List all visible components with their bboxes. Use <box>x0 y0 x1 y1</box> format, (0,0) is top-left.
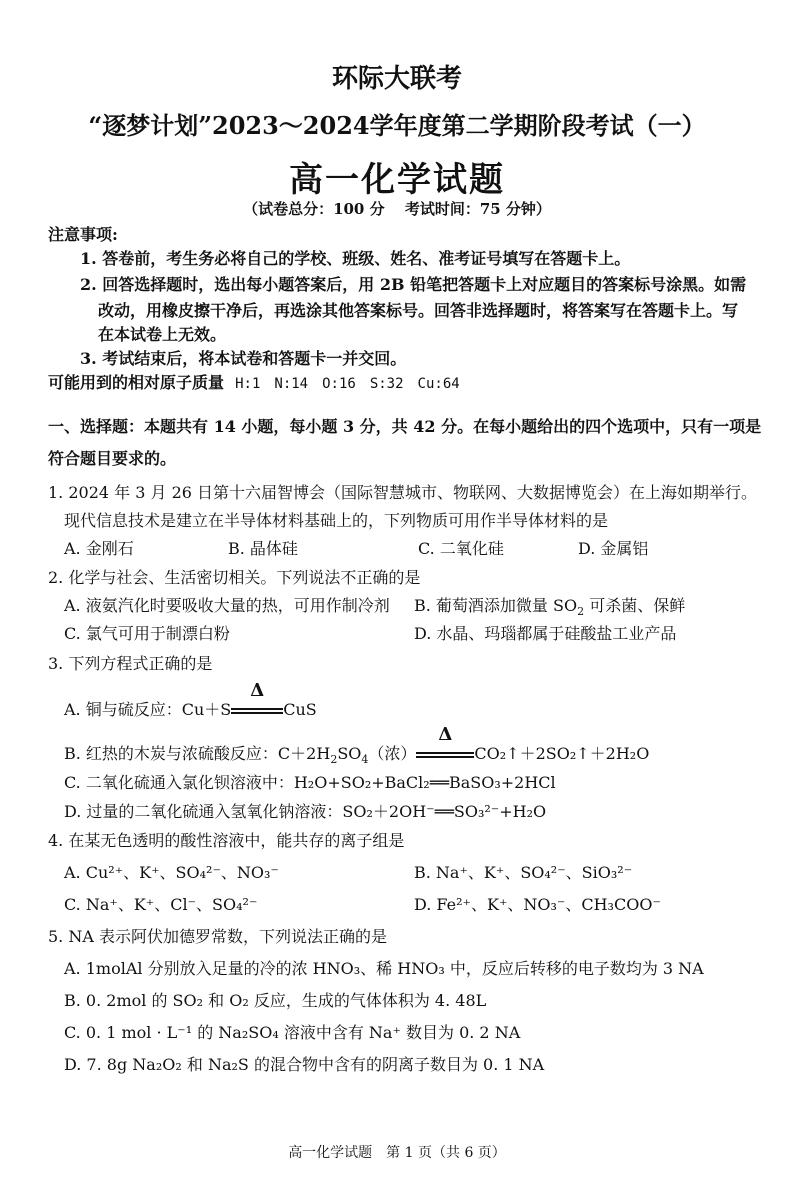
q2-option-b: B. 葡萄酒添加微量 $SO_2$ 可杀菌、保鲜 <box>414 596 686 619</box>
q2-stem: 2. 化学与社会、生活密切相关。下列说法不正确的是 <box>48 568 421 587</box>
page-title: 高一化学试题 <box>289 160 505 200</box>
q2-option-a: A. 液氨汽化时要吸收大量的热，可用作制冷剂 <box>64 596 390 615</box>
exam-name: “逐梦计划”2023～2024学年度第二学期阶段考试（一） <box>88 111 706 140</box>
q3-option-d: D. 过量的二氧化硫通入氢氧化钠溶液：SO₂＋2OH⁻══SO₃²⁻+H₂O <box>64 802 547 821</box>
notice-item-2-end: 在本试卷上无效。 <box>98 325 227 344</box>
heating-arrow <box>416 724 474 763</box>
q4-option-d: D. Fe²⁺、K⁺、NO₃⁻、CH₃COO⁻ <box>414 895 661 914</box>
exam-info: （试卷总分：100 分 考试时间：75 分钟） <box>243 200 551 218</box>
section-1-heading: 一、选择题：本题共有 14 小题，每小题 3 分，共 42 分。在每小题给出的四个选项中，只有一项是 <box>48 417 762 436</box>
notice-item-3: 3. 考试结束后，将本试卷和答题卡一并交回。 <box>80 349 407 368</box>
q2-option-c: C. 氯气可用于制漂白粉 <box>64 624 230 643</box>
q5-stem: 5. NA 表示阿伏加德罗常数，下列说法正确的是 <box>48 927 387 946</box>
exam-organizer: 环际大联考 <box>331 64 462 94</box>
q4-option-a: A. Cu²⁺、K⁺、SO₄²⁻、NO₃⁻ <box>64 863 279 882</box>
q3-stem: 3. 下列方程式正确的是 <box>48 654 213 673</box>
q1-stem-cont: 现代信息技术是建立在半导体材料基础上的，下列物质可用作半导体材料的是 <box>64 511 609 530</box>
notice-heading: 注意事项: <box>48 225 118 244</box>
q5-option-c: C. 0. 1 mol · L⁻¹ 的 Na₂SO₄ 溶液中含有 Na⁺ 数目为 0. 2 NA <box>64 1023 521 1042</box>
section-1-heading-cont: 符合题目要求的。 <box>48 449 177 468</box>
page-footer: 高一化学试题 第 1 页（共 6 页） <box>288 1145 506 1161</box>
notice-item-1: 1. 答卷前，考生务必将自己的学校、班级、姓名、准考证号填写在答题卡上。 <box>80 249 631 268</box>
heating-arrow <box>231 680 283 719</box>
delta-symbol: Δ <box>438 724 453 745</box>
q1-option-c: C. 二氧化硅 <box>418 539 504 558</box>
atomic-mass-label: 可能用到的相对原子质量 <box>48 373 225 392</box>
notice-item-2-cont: 改动，用橡皮擦干净后，再选涂其他答案标号。回答非选择题时，将答案写在答题卡上。写 <box>98 301 739 320</box>
q1-option-a: A. 金刚石 <box>64 539 134 558</box>
q4-stem: 4. 在某无色透明的酸性溶液中，能共存的离子组是 <box>48 831 405 850</box>
atomic-mass-line <box>48 370 460 393</box>
q1-option-b: B. 晶体硅 <box>228 539 298 558</box>
q1-option-d: D. 金属铝 <box>578 539 649 558</box>
q5-option-d: D. 7. 8g Na₂O₂ 和 Na₂S 的混合物中含有的阴离子数目为 0. 1 NA <box>64 1055 545 1074</box>
q2-option-d: D. 水晶、玛瑙都属于硅酸盐工业产品 <box>414 624 677 643</box>
atomic-mass-values: H:1 N:14 O:16 S:32 Cu:64 <box>235 376 460 392</box>
q5-option-a: A. 1molAl 分别放入足量的冷的浓 HNO₃、稀 HNO₃ 中，反应后转移的电子数均为 3 NA <box>64 959 704 978</box>
q1-stem: 1. 2024 年 3 月 26 日第十六届智博会（国际智慧城市、物联网、大数据博览会）在上海如期举行。 <box>48 483 758 502</box>
q3-option-c: C. 二氧化硫通入氯化钡溶液中：H₂O+SO₂+BaCl₂══BaSO₃+2HCl <box>64 773 556 792</box>
q4-option-c: C. Na⁺、K⁺、Cl⁻、SO₄²⁻ <box>64 895 258 914</box>
q3-option-a: A. 铜与硫反应：Cu＋S Δ CuS <box>64 680 317 719</box>
delta-symbol: Δ <box>250 680 265 701</box>
notice-item-2: 2. 回答选择题时，选出每小题答案后，用 2B 铅笔把答题卡上对应题目的答案标号涂黑。如需 <box>80 275 747 294</box>
q5-option-b: B. 0. 2mol 的 SO₂ 和 O₂ 反应，生成的气体体积为 4. 48L <box>64 991 487 1010</box>
q4-option-b: B. Na⁺、K⁺、SO₄²⁻、SiO₃²⁻ <box>414 863 633 882</box>
q3-option-b: B. 红热的木炭与浓硫酸反应：$C+2H_2SO_4$（浓） Δ CO₂↑＋2SO₂↑＋2H₂O <box>64 724 650 767</box>
